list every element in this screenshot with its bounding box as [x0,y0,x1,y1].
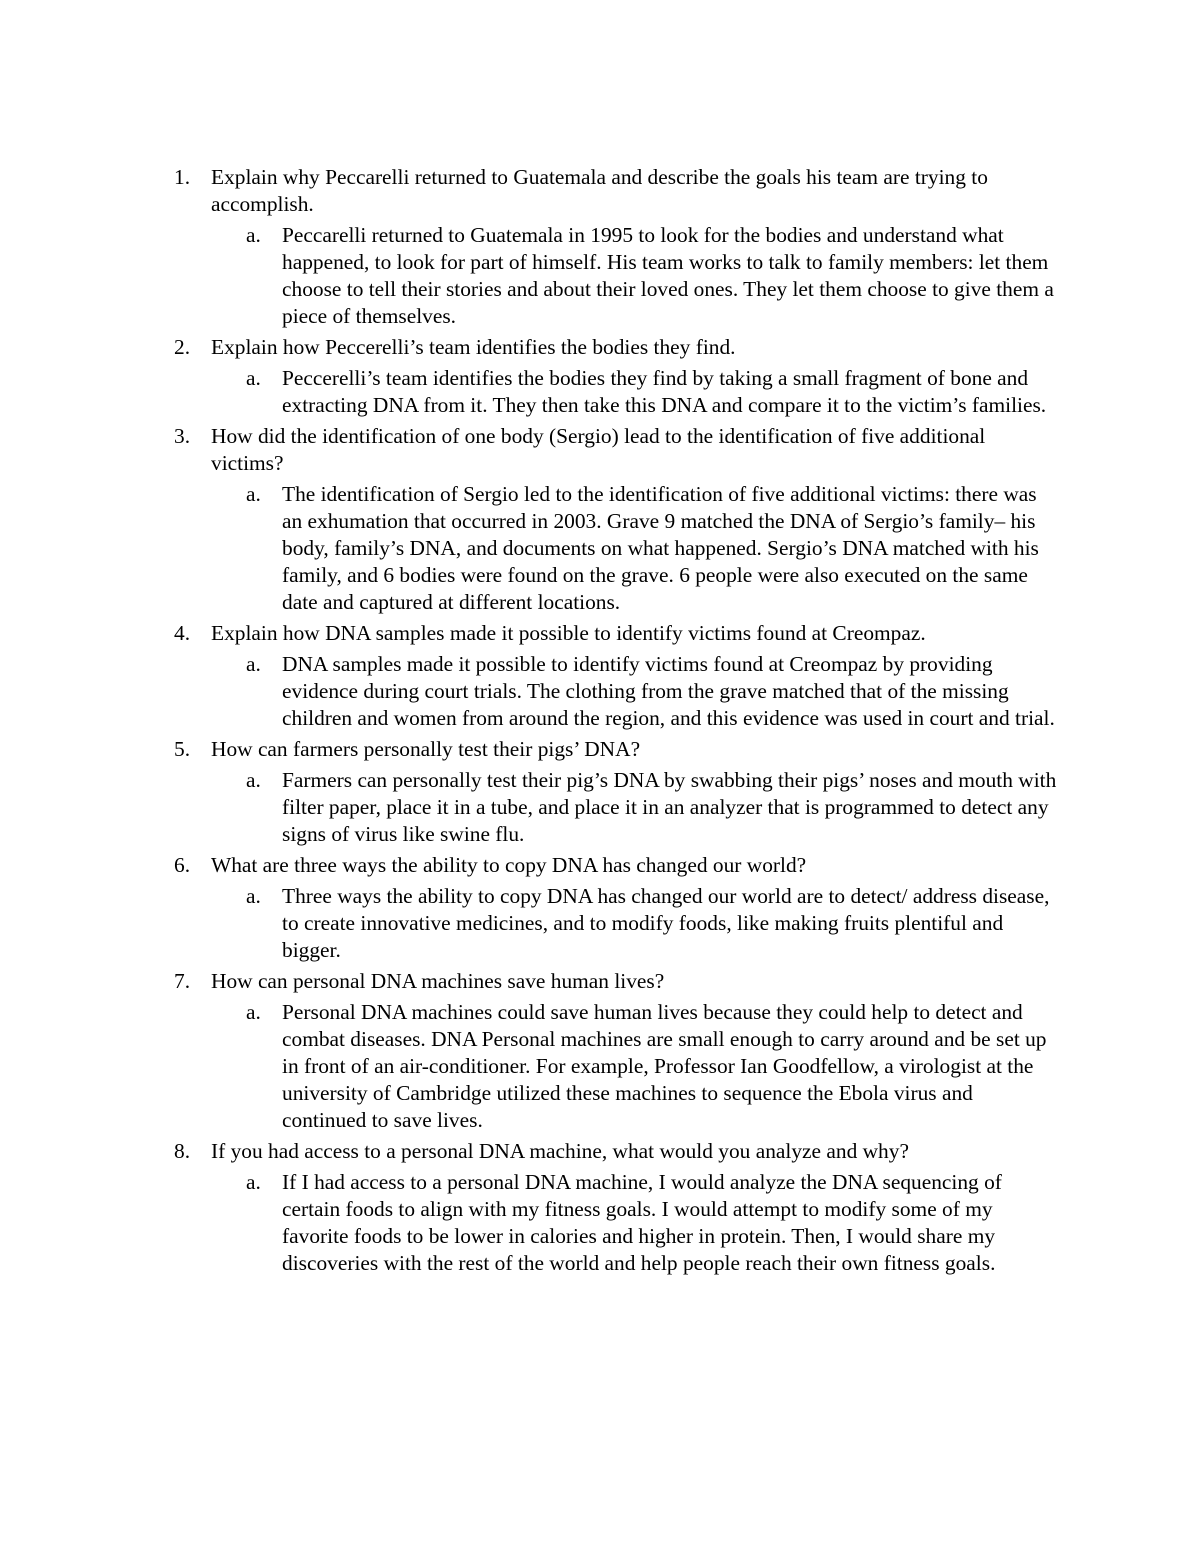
question-5 [0,736,1056,763]
question-3 [0,423,1056,477]
answer-1 [0,222,1062,330]
answer-2 [0,365,1062,419]
question-2 [0,334,1056,361]
question-item-1 [0,164,1200,330]
answer-3 [0,481,1062,616]
question-text: How can farmers personally test their pigs’ DNA? [211,737,641,761]
question-number: 1. [174,165,191,189]
question-8 [0,1138,1056,1165]
question-item-6 [0,852,1200,964]
question-number: 3. [174,424,191,448]
question-number: 8. [174,1139,191,1163]
answer-text: DNA samples made it possible to identify victims found at Creompaz by providing evidence during court trials. The clothing from the grave matched that of the missing children and women from around the region, and this evidence was used in court and trial. [282,652,1055,730]
question-number: 4. [174,621,191,645]
question-list [0,164,1200,1281]
answer-letter: a. [246,768,261,792]
answer-letter: a. [246,652,261,676]
answer-letter: a. [246,366,261,390]
question-text: What are three ways the ability to copy DNA has changed our world? [211,853,807,877]
answer-text: Peccerelli’s team identifies the bodies they find by taking a small fragment of bone and extracting DNA from it. They then take this DNA and compare it to the victim’s families. [282,366,1047,417]
question-text: Explain how DNA samples made it possible to identify victims found at Creompaz. [211,621,926,645]
question-number: 2. [174,335,191,359]
question-text: How can personal DNA machines save human lives? [211,969,665,993]
answer-8 [0,1169,1062,1277]
question-number: 6. [174,853,191,877]
question-item-3 [0,423,1200,616]
question-4 [0,620,1056,647]
question-item-2 [0,334,1200,419]
answer-7 [0,999,1062,1134]
question-text: Explain why Peccarelli returned to Guatemala and describe the goals his team are trying to accomplish. [211,165,988,216]
question-text: If you had access to a personal DNA machine, what would you analyze and why? [211,1139,909,1163]
question-item-8 [0,1138,1200,1277]
answer-text: The identification of Sergio led to the identification of five additional victims: there was an exhumation that occurred in 2003. Grave 9 matched the DNA of Sergio’s family– his body, family’s DNA, and documents on what happened. Sergio’s DNA matched with his family, and 6 bodies were found on the grave. 6 people were also executed on the same date and captured at different locations. [282,482,1039,614]
question-text: How did the identification of one body (Sergio) lead to the identification of five additional victims? [211,424,986,475]
question-1 [0,164,1056,218]
answer-text: Peccarelli returned to Guatemala in 1995 to look for the bodies and understand what happened, to look for part of himself. His team works to talk to family members: let them choose to tell their stories and about their loved ones. They let them choose to give them a piece of themselves. [282,223,1054,328]
question-item-4 [0,620,1200,732]
answer-letter: a. [246,884,261,908]
answer-text: If I had access to a personal DNA machine, I would analyze the DNA sequencing of certain foods to align with my fitness goals. I would attempt to modify some of my favorite foods to be lower in calories and higher in protein. Then, I would share my discoveries with the rest of the world and help people reach their own fitness goals. [282,1170,1002,1275]
answer-6 [0,883,1062,964]
answer-letter: a. [246,223,261,247]
answer-letter: a. [246,1170,261,1194]
question-6 [0,852,1056,879]
answer-text: Personal DNA machines could save human lives because they could help to detect and combat diseases. DNA Personal machines are small enough to carry around and be set up in front of an air-conditioner. For example, Professor Ian Goodfellow, a virologist at the university of Cambridge utilized these machines to sequence the Ebola virus and continued to save lives. [282,1000,1047,1132]
answer-letter: a. [246,1000,261,1024]
question-item-7 [0,968,1200,1134]
question-number: 5. [174,737,191,761]
answer-4 [0,651,1062,732]
question-7 [0,968,1056,995]
answer-letter: a. [246,482,261,506]
answer-5 [0,767,1062,848]
question-item-5 [0,736,1200,848]
answer-text: Three ways the ability to copy DNA has changed our world are to detect/ address disease, to create innovative medicines, and to modify foods, like making fruits plentiful and bigger. [282,884,1050,962]
question-number: 7. [174,969,191,993]
answer-text: Farmers can personally test their pig’s DNA by swabbing their pigs’ noses and mouth with filter paper, place it in a tube, and place it in an analyzer that is programmed to detect any signs of virus like swine flu. [282,768,1057,846]
question-text: Explain how Peccerelli’s team identifies the bodies they find. [211,335,736,359]
